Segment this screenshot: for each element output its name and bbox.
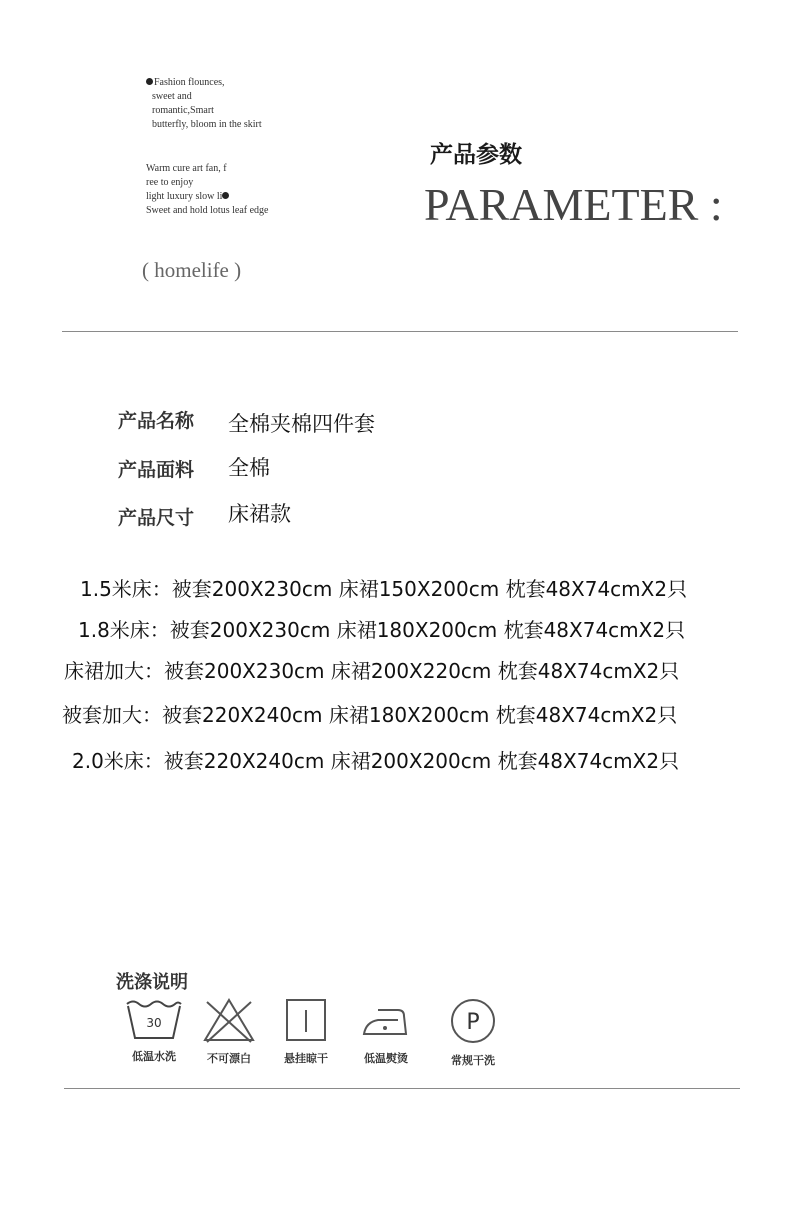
dry-clean-icon (448, 996, 498, 1046)
spec-label-size: 产品尺寸 (118, 507, 195, 529)
poem-line: ree to enjoy (146, 177, 194, 188)
spec-value-name: 全棉夹棉四件套 (228, 412, 375, 436)
poem-line: Sweet and hold lotus leaf edge (146, 205, 269, 216)
spec-value-fabric: 全棉 (228, 456, 270, 480)
care-label: 悬挂晾干 (284, 1052, 328, 1065)
care-item-dryclean (433, 996, 513, 1068)
dry-clean-letter: P (466, 1010, 480, 1035)
poem-block-2 (146, 162, 366, 218)
care-label: 不可漂白 (207, 1052, 251, 1065)
size-line: 1.8米床：被套200X230cm 床裙180X200cm 枕套48X74cmX2只 (78, 618, 686, 642)
care-item-wash (114, 996, 194, 1064)
poem-line: Warm cure art fan, f (146, 163, 227, 174)
care-label: 低温熨烫 (364, 1052, 408, 1065)
brand-text: ( homelife ) (142, 258, 242, 282)
divider-top (62, 331, 738, 332)
care-item-bleach (189, 996, 269, 1066)
poem-line: butterfly, bloom in the skirt (152, 119, 262, 130)
spec-value-size: 床裙款 (228, 502, 291, 526)
bullet-icon (222, 192, 229, 199)
care-label: 低温水洗 (132, 1050, 176, 1063)
poem-line: Fashion flounces, (154, 77, 225, 88)
poem-block-1 (146, 76, 366, 132)
poem-line: romantic,Smart (152, 105, 214, 116)
divider-bottom (64, 1088, 740, 1089)
care-item-hang (266, 996, 346, 1066)
hang-dry-icon (282, 996, 330, 1044)
poem-line: light luxury slow li (146, 191, 223, 202)
page-title-en: PARAMETER : (424, 179, 723, 230)
wash-temp-text: 30 (146, 1016, 162, 1030)
care-item-iron (346, 996, 426, 1066)
page-title-cn: 产品参数 (430, 142, 522, 168)
spec-label-fabric: 产品面料 (118, 459, 195, 481)
size-line: 床裙加大：被套200X230cm 床裙200X220cm 枕套48X74cmX2只 (64, 659, 680, 683)
poem-line: sweet and (152, 91, 192, 102)
low-iron-icon (358, 996, 414, 1044)
no-bleach-icon (201, 996, 257, 1044)
washing-title: 洗涤说明 (116, 972, 188, 993)
care-label: 常规干洗 (451, 1054, 495, 1067)
wash-tub-icon (123, 996, 185, 1042)
spec-label-name: 产品名称 (118, 410, 195, 432)
size-line: 被套加大：被套220X240cm 床裙180X200cm 枕套48X74cmX2只 (62, 703, 678, 727)
bullet-icon (146, 78, 153, 85)
size-line: 2.0米床：被套220X240cm 床裙200X200cm 枕套48X74cmX2只 (72, 749, 680, 773)
size-line: 1.5米床：被套200X230cm 床裙150X200cm 枕套48X74cmX2只 (80, 577, 688, 601)
